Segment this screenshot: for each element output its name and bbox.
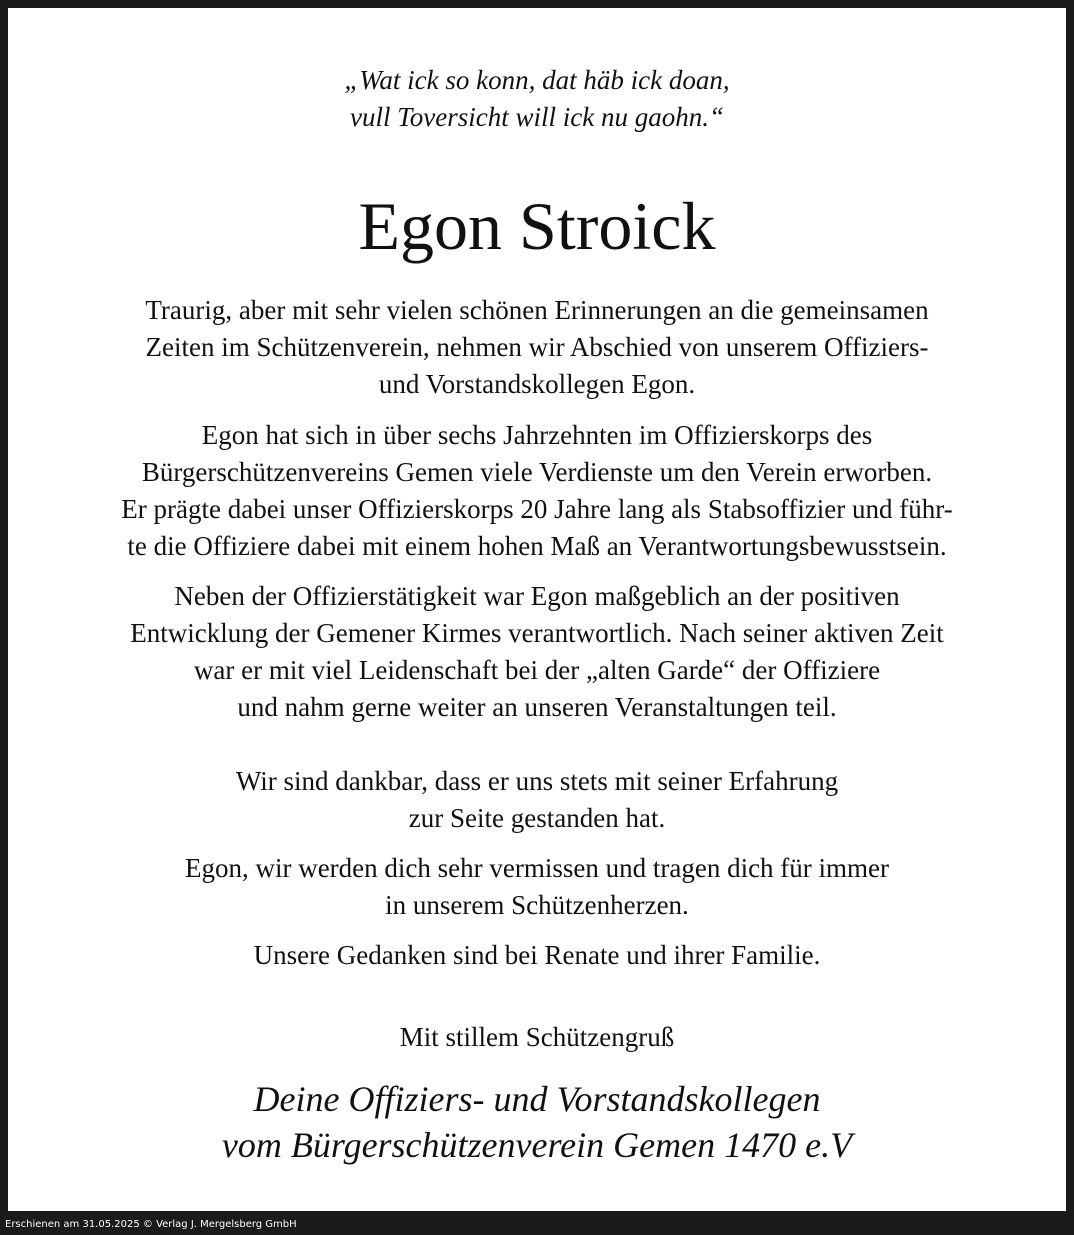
- text-line: und Vorstandskollegen Egon.: [378, 369, 696, 399]
- text-line: Traurig, aber mit sehr vielen schönen Erinnerungen an die gemeinsamen: [145, 295, 929, 325]
- text-line: in unserem Schützenherzen.: [385, 890, 689, 920]
- text-line: Neben der Offizierstätigkeit war Egon maßgeblich an der positiven: [174, 581, 900, 611]
- obituary-card: [8, 8, 1066, 1211]
- signature-line: vom Bürgerschützenverein Gemen 1470 e.V: [221, 1125, 853, 1165]
- quote-line: vull Toversicht will ick nu gaohn.“: [350, 102, 724, 132]
- text-line: Bürgerschützenvereins Gemen viele Verdienste um den Verein erworben.: [141, 457, 933, 487]
- paragraph-kirmes: [8, 578, 1066, 726]
- paragraph-family: [8, 937, 1066, 974]
- text-line: Egon hat sich in über sechs Jahrzehnten im Offizierskorps des: [201, 420, 873, 450]
- text-line: Wir sind dankbar, dass er uns stets mit seiner Erfahrung: [235, 766, 839, 796]
- text-line: te die Offiziere dabei mit einem hohen Maß an Verantwortungsbewusstsein.: [127, 531, 947, 561]
- text-line: war er mit viel Leidenschaft bei der „alten Garde“ der Offiziere: [193, 655, 881, 685]
- memorial-quote: [8, 62, 1066, 136]
- paragraph-merits: [8, 417, 1066, 565]
- text-line: zur Seite gestanden hat.: [408, 803, 666, 833]
- text-line: Unsere Gedanken sind bei Renate und ihrer Familie.: [253, 940, 821, 970]
- publication-footer: Erschienen am 31.05.2025 © Verlag J. Mergelsberg GmbH: [5, 1219, 297, 1230]
- deceased-name: Egon Stroick: [358, 188, 716, 264]
- text-line: Egon, wir werden dich sehr vermissen und tragen dich für immer: [184, 853, 890, 883]
- closing-greeting: Mit stillem Schützengruß: [399, 1022, 675, 1052]
- text-line: und nahm gerne weiter an unseren Veranstaltungen teil.: [237, 692, 837, 722]
- signature-line: Deine Offiziers- und Vorstandskollegen: [253, 1079, 821, 1119]
- signature: [8, 1076, 1066, 1168]
- paragraph-farewell: [8, 292, 1066, 403]
- text-line: Er prägte dabei unser Offizierskorps 20 Jahre lang als Stabsoffizier und führ-: [121, 494, 953, 524]
- quote-line: „Wat ick so konn, dat häb ick doan,: [344, 65, 730, 95]
- text-line: Zeiten im Schützenverein, nehmen wir Abschied von unserem Offiziers-: [145, 332, 929, 362]
- text-line: Entwicklung der Gemener Kirmes verantwortlich. Nach seiner aktiven Zeit: [130, 618, 944, 648]
- paragraph-gratitude: [8, 763, 1066, 837]
- paragraph-missing: [8, 850, 1066, 924]
